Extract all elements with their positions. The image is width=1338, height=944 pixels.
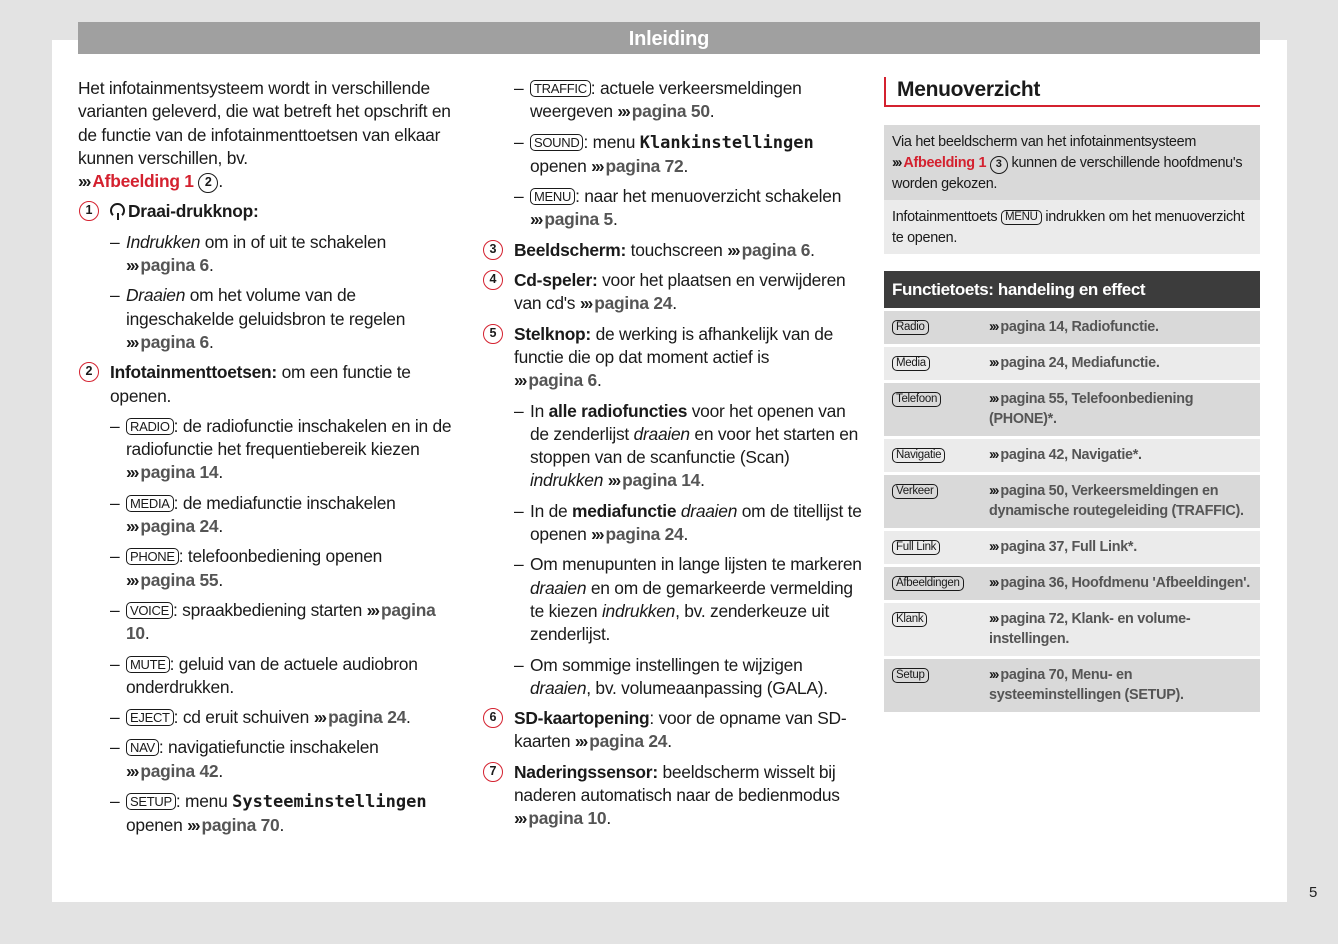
page-link[interactable]: pagina 42 bbox=[140, 760, 219, 781]
page-link[interactable]: pagina 24 bbox=[328, 707, 407, 728]
arrow-icon: ››› bbox=[514, 370, 526, 391]
key-phone: PHONE bbox=[126, 548, 179, 565]
intro-paragraph: Het infotainmentsysteem wordt in verschillende varianten geleverd, die wat betreft het opschrift en de functie van de infotainmenttoetsen van elkaar kunnen verschillen, bv. ››› Afbeelding 1 2 . bbox=[78, 78, 451, 192]
sub-item-sound: – SOUND : menu Klankinstellingen openen ››› pagina 72. bbox=[514, 131, 862, 179]
item-title: Beeldscherm: bbox=[514, 239, 627, 260]
rotary-knob-icon bbox=[110, 203, 125, 218]
sub-list bbox=[110, 231, 458, 354]
function-key: Telefoon bbox=[892, 392, 941, 407]
function-key: Klank bbox=[892, 612, 927, 627]
table-row bbox=[884, 531, 1260, 564]
key-menu: MENU bbox=[1001, 210, 1042, 225]
page-number: 5 bbox=[1309, 884, 1318, 901]
list-item-5: 5 Stelknop: de werking is afhankelijk van de functie die op dat moment actief is ››› pagina 6. – In alle radiofuncties voor het openen van de zenderlijst draaien en voor het starten en stoppen van de scanfunctie (Scan) indrukken ››› pagina 14. – In de mediafunctie draaien om de titellijst te openen ››› pagina 24. – Om menupunten in lange lijsten te markeren draaien en om de gemarkeerde vermelding te kiezen indrukken, bv. zenderkeuze uit zenderlijst. – Om sommige instellingen te wijzigen draaien, bv. volumeaanpassing (GALA). bbox=[482, 323, 862, 700]
page-link[interactable]: pagina 6 bbox=[528, 370, 597, 391]
left-column bbox=[78, 77, 458, 845]
arrow-icon: ››› bbox=[514, 808, 526, 829]
arrow-icon: ››› bbox=[989, 539, 998, 555]
arrow-icon: ››› bbox=[366, 599, 378, 620]
page-link[interactable]: pagina 70 bbox=[201, 815, 280, 836]
table-header: Functietoets: handeling en effect bbox=[884, 271, 1260, 308]
item-number: 7 bbox=[483, 762, 503, 782]
chapter-title: Inleiding bbox=[628, 28, 710, 50]
table-row bbox=[884, 383, 1260, 436]
sub-item-traffic: – TRAFFIC : actuele verkeersmeldingen weergeven ››› pagina 50. bbox=[514, 77, 862, 124]
figure-link[interactable]: Afbeelding 1 bbox=[903, 154, 987, 171]
figure-callout: 3 bbox=[990, 156, 1008, 174]
page-link[interactable]: pagina 24 bbox=[594, 293, 673, 314]
arrow-icon: ››› bbox=[617, 101, 629, 122]
info-box bbox=[884, 125, 1260, 254]
function-key: Media bbox=[892, 356, 930, 371]
sub-item-phone: – PHONE : telefoonbediening openen ››› pagina 55. bbox=[110, 545, 458, 592]
page-link[interactable]: pagina 10 bbox=[528, 808, 607, 829]
page-link[interactable]: pagina 14 bbox=[622, 470, 701, 491]
arrow-icon: ››› bbox=[591, 155, 603, 176]
sub-list bbox=[110, 415, 458, 838]
function-key: Full Link bbox=[892, 540, 940, 555]
arrow-icon: ››› bbox=[126, 255, 138, 276]
arrow-icon: ››› bbox=[989, 447, 998, 463]
key-nav: NAV bbox=[126, 739, 159, 756]
page-link[interactable]: pagina 72, Klank- en volume-instellingen. bbox=[989, 611, 1191, 647]
function-key: Setup bbox=[892, 668, 929, 683]
sub-item-nav: – NAV : navigatiefunctie inschakelen ››› pagina 42. bbox=[110, 736, 458, 783]
arrow-icon: ››› bbox=[989, 611, 998, 627]
sub-item-media: – MEDIA : de mediafunctie inschakelen ››› pagina 24. bbox=[110, 492, 458, 539]
page-link[interactable]: pagina 5 bbox=[544, 209, 613, 230]
page-link[interactable]: pagina 37, Full Link*. bbox=[1000, 539, 1137, 555]
arrow-icon: ››› bbox=[579, 293, 592, 314]
key-voice: VOICE bbox=[126, 602, 173, 619]
sub-item: – Om sommige instellingen te wijzigen draaien, bv. volumeaanpassing (GALA). bbox=[514, 654, 862, 701]
list-item-2: 2 Infotainmenttoetsen: om een functie te openen. – RADIO : de radiofunctie inschakelen en in de radiofunctie het frequentiebereik kiezen ››› pagina 14. – MEDIA : de mediafunctie inschakelen ››› pagina 24. – PHONE : telefoonbediening openen ››› pagina 55. – VOICE : spraakbediening starten ››› pagina 10. – MUTE : geluid van de actuele audiobron onderdrukken. – EJECT : cd eruit schuiven ››› pagina 24. – NAV : navigatiefunctie inschakelen ››› pagina 42. – SETUP : menu Systeeminstellingen openen ››› pagina 70. bbox=[78, 361, 458, 837]
item-title: Naderingssensor: bbox=[514, 761, 658, 782]
arrow-icon: ››› bbox=[126, 331, 138, 352]
arrow-icon: ››› bbox=[126, 516, 138, 537]
item-title: SD-kaartopening bbox=[514, 708, 650, 729]
table-row bbox=[884, 475, 1260, 528]
page-link[interactable]: pagina 6 bbox=[140, 331, 209, 352]
sub-item: – In de mediafunctie draaien om de titellijst te openen ››› pagina 24. bbox=[514, 500, 862, 547]
item-title: Cd-speler: bbox=[514, 270, 598, 291]
list-item-3: 3 Beeldscherm: touchscreen ››› pagina 6. bbox=[482, 239, 862, 262]
page-link[interactable]: pagina 36, Hoofdmenu 'Afbeeldingen'. bbox=[1000, 575, 1250, 591]
arrow-icon: ››› bbox=[989, 391, 998, 407]
item-number: 5 bbox=[483, 324, 503, 344]
sub-item: – In alle radiofuncties voor het openen van de zenderlijst draaien en voor het starten en stoppen van de scanfunctie (Scan) indrukken ››› pagina 14. bbox=[514, 400, 862, 493]
page-link[interactable]: pagina 14 bbox=[140, 462, 219, 483]
figure-link[interactable]: Afbeelding 1 bbox=[92, 171, 194, 192]
sub-item: – Indrukken om in of uit te schakelen ››› pagina 6. bbox=[110, 231, 458, 278]
arrow-icon: ››› bbox=[989, 319, 998, 335]
arrow-icon: ››› bbox=[313, 707, 326, 728]
table-row bbox=[884, 439, 1260, 472]
arrow-icon: ››› bbox=[78, 171, 90, 192]
item-number: 1 bbox=[79, 201, 99, 221]
sub-list-continued bbox=[482, 77, 862, 232]
menu-name: Klankinstellingen bbox=[639, 132, 814, 153]
function-key: Verkeer bbox=[892, 484, 938, 499]
key-menu: MENU bbox=[530, 188, 575, 205]
sub-item-radio: – RADIO : de radiofunctie inschakelen en in de radiofunctie het frequentiebereik kiezen ››› pagina 14. bbox=[110, 415, 458, 485]
sub-item: – Draaien om het volume van de ingeschakelde geluidsbron te regelen ››› pagina 6. bbox=[110, 284, 458, 354]
sub-item-voice: – VOICE : spraakbediening starten ››› pagina 10. bbox=[110, 599, 458, 646]
page-link[interactable]: pagina 24, Mediafunctie. bbox=[1000, 355, 1160, 371]
sub-list bbox=[514, 400, 862, 701]
sub-item-eject: – EJECT : cd eruit schuiven ››› pagina 24. bbox=[110, 706, 458, 729]
middle-column bbox=[482, 77, 862, 838]
function-key-table bbox=[884, 271, 1260, 712]
table-row bbox=[884, 567, 1260, 600]
key-traffic: TRAFFIC bbox=[530, 80, 591, 97]
table-row bbox=[884, 311, 1260, 344]
table-row bbox=[884, 659, 1260, 712]
sub-item-menu: – MENU : naar het menuoverzicht schakelen ››› pagina 5. bbox=[514, 185, 862, 232]
arrow-icon: ››› bbox=[989, 575, 998, 591]
arrow-icon: ››› bbox=[727, 239, 739, 260]
key-media: MEDIA bbox=[126, 495, 174, 512]
arrow-icon: ››› bbox=[126, 760, 138, 781]
arrow-icon: ››› bbox=[989, 483, 998, 499]
chapter-title-bar bbox=[78, 22, 1260, 54]
page-link[interactable]: pagina 24 bbox=[605, 524, 684, 545]
arrow-icon: ››› bbox=[530, 209, 542, 230]
page-link[interactable]: pagina 50 bbox=[631, 101, 710, 122]
sub-item-setup: – SETUP : menu Systeeminstellingen openen ››› pagina 70. bbox=[110, 790, 458, 838]
page-link[interactable]: pagina 55 bbox=[140, 569, 219, 590]
list-item-1 bbox=[78, 200, 458, 354]
item-title: Draai-drukknop: bbox=[128, 201, 259, 222]
page-link[interactable]: pagina 14, Radiofunctie. bbox=[1000, 319, 1159, 335]
page-link[interactable]: pagina 55, Telefoonbediening (PHONE)*. bbox=[989, 391, 1194, 427]
key-mute: MUTE bbox=[126, 656, 170, 673]
arrow-icon: ››› bbox=[607, 470, 620, 491]
key-sound: SOUND bbox=[530, 134, 583, 151]
table-row bbox=[884, 603, 1260, 656]
sub-item-mute: – MUTE : geluid van de actuele audiobron onderdrukken. bbox=[110, 653, 458, 700]
item-number: 4 bbox=[483, 270, 503, 290]
page-link[interactable]: pagina 24 bbox=[140, 516, 219, 537]
function-key: Afbeeldingen bbox=[892, 576, 964, 591]
table-row bbox=[884, 347, 1260, 380]
sub-item: – Om menupunten in lange lijsten te markeren draaien en om de gemarkeerde vermelding te kiezen indrukken, bv. zenderkeuze uit zenderlijst. bbox=[514, 553, 862, 646]
page-link[interactable]: pagina 6 bbox=[741, 239, 811, 260]
function-key: Navigatie bbox=[892, 448, 945, 463]
arrow-icon: ››› bbox=[187, 815, 199, 836]
item-title: Stelknop: bbox=[514, 323, 591, 344]
arrow-icon: ››› bbox=[892, 154, 901, 171]
page-link[interactable]: pagina 6 bbox=[140, 255, 209, 276]
figure-callout: 2 bbox=[198, 173, 218, 193]
arrow-icon: ››› bbox=[574, 731, 587, 752]
arrow-icon: ››› bbox=[989, 667, 998, 683]
page-link[interactable]: pagina 50, Verkeersmeldingen en dynamische routegeleiding (TRAFFIC). bbox=[989, 483, 1244, 519]
page-link[interactable]: pagina 10 bbox=[126, 599, 436, 644]
info-row: Infotainmenttoets MENU indrukken om het menuoverzicht te openen. bbox=[884, 200, 1260, 254]
page-link[interactable]: pagina 42, Navigatie*. bbox=[1000, 447, 1142, 463]
item-number: 3 bbox=[483, 240, 503, 260]
arrow-icon: ››› bbox=[989, 355, 998, 371]
arrow-icon: ››› bbox=[126, 569, 138, 590]
list-item-4: 4 Cd-speler: voor het plaatsen en verwijderen van cd's ››› pagina 24. bbox=[482, 269, 862, 316]
page-link[interactable]: pagina 70, Menu- en systeeminstellingen (SETUP). bbox=[989, 667, 1184, 703]
list-item-7: 7 Naderingssensor: beeldscherm wisselt bij naderen automatisch naar de bedienmodus ››› pagina 10. bbox=[482, 761, 862, 831]
item-number: 2 bbox=[79, 362, 99, 382]
key-radio: RADIO bbox=[126, 418, 174, 435]
section-title: Menuoverzicht bbox=[884, 77, 1260, 107]
key-eject: EJECT bbox=[126, 709, 174, 726]
function-key: Radio bbox=[892, 320, 929, 335]
list-item-6: 6 SD-kaartopening: voor de opname van SD-kaarten ››› pagina 24. bbox=[482, 707, 862, 754]
right-column bbox=[884, 77, 1260, 712]
item-title: Infotainmenttoetsen: bbox=[110, 362, 277, 383]
info-row: Via het beeldscherm van het infotainmentsysteem ››› Afbeelding 1 3 kunnen de verschillende hoofdmenu's worden gekozen. bbox=[884, 125, 1260, 200]
key-setup: SETUP bbox=[126, 793, 176, 810]
item-number: 6 bbox=[483, 708, 503, 728]
arrow-icon: ››› bbox=[126, 462, 138, 483]
page-link[interactable]: pagina 24 bbox=[589, 731, 668, 752]
page-link[interactable]: pagina 72 bbox=[605, 155, 684, 176]
menu-name: Systeeminstellingen bbox=[232, 792, 427, 813]
arrow-icon: ››› bbox=[591, 524, 603, 545]
